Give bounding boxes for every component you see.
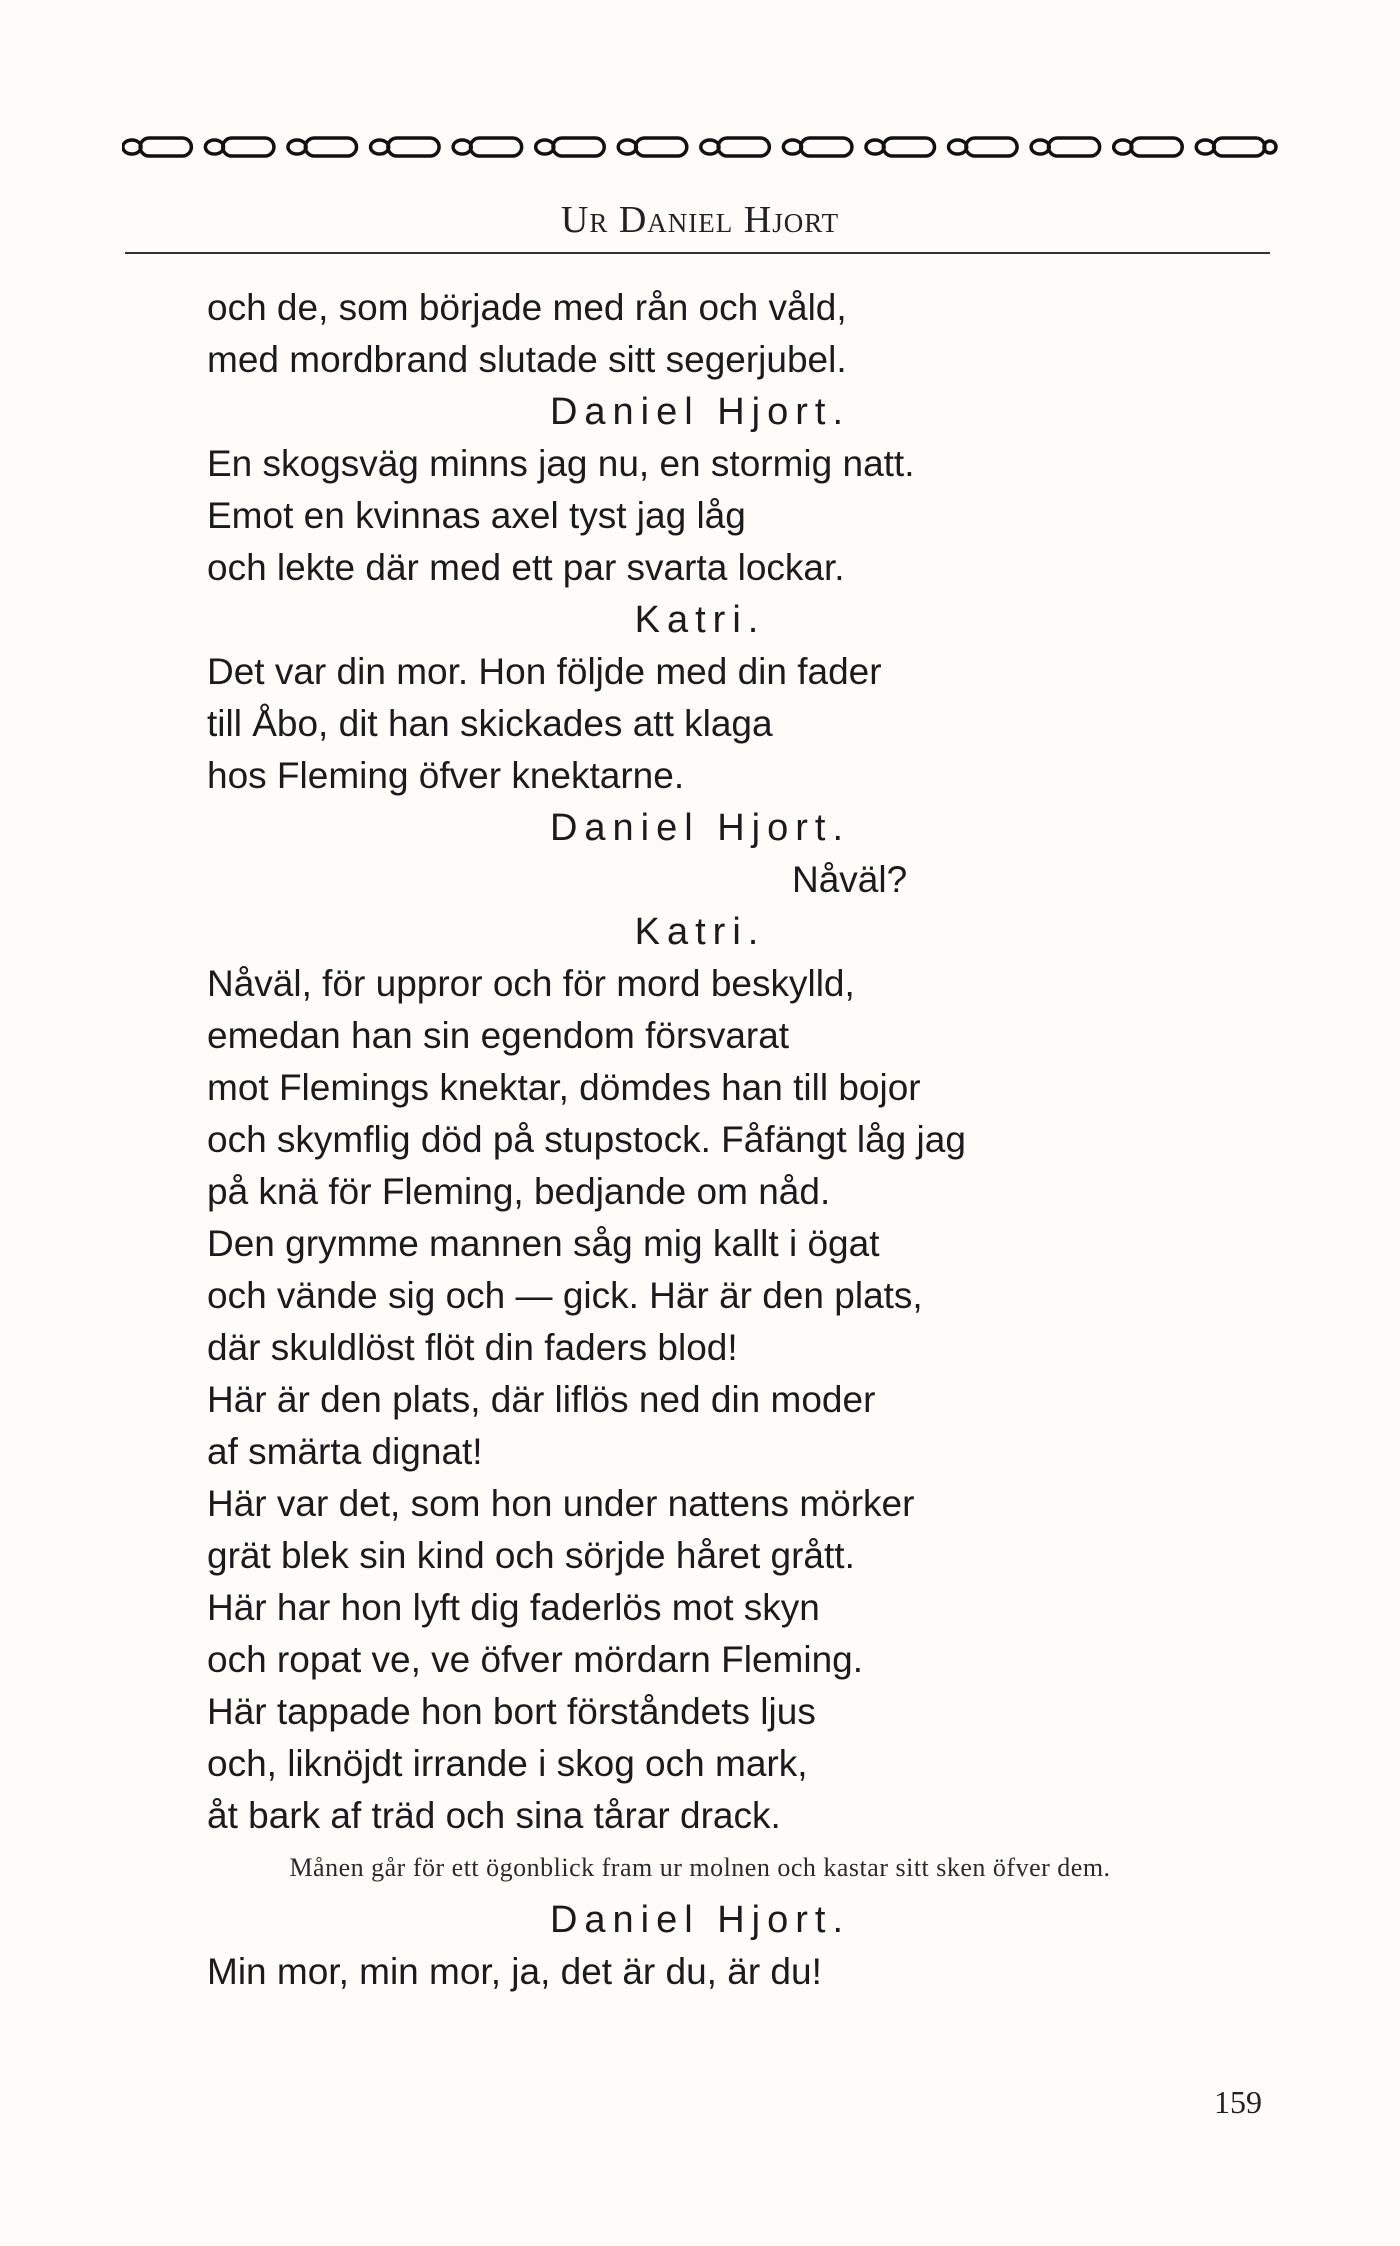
verse-line: Det var din mor. Hon följde med din fader bbox=[207, 651, 882, 692]
verse-line: åt bark af träd och sina tårar drack. bbox=[207, 1795, 781, 1836]
header-rule bbox=[125, 252, 1270, 254]
verse-line: mot Flemings knektar, dömdes han till bojor bbox=[207, 1067, 921, 1108]
verse-line: och ropat ve, ve öfver mördarn Fleming. bbox=[207, 1639, 864, 1680]
verse-line: Här har hon lyft dig faderlös mot skyn bbox=[207, 1587, 820, 1628]
verse-half-line: Nåväl? bbox=[792, 859, 908, 900]
verse-line: och lekte där med ett par svarta lockar. bbox=[207, 547, 845, 588]
page-number: 159 bbox=[1214, 2084, 1262, 2120]
verse-line: Här tappade hon bort förståndets ljus bbox=[207, 1691, 816, 1732]
verse-line: af smärta dignat! bbox=[207, 1431, 483, 1472]
verse-line: Här var det, som hon under nattens mörker bbox=[207, 1483, 915, 1524]
verse-line: Nåväl, för uppror och för mord beskylld, bbox=[207, 963, 855, 1004]
verse-line: En skogsväg minns jag nu, en stormig natt. bbox=[207, 443, 915, 484]
verse-line: där skuldlöst flöt din faders blod! bbox=[207, 1327, 738, 1368]
speaker-name: Katri. bbox=[634, 911, 766, 953]
verse-line: Den grymme mannen såg mig kallt i ögat bbox=[207, 1223, 880, 1264]
speaker-name: Daniel Hjort. bbox=[549, 1899, 851, 1941]
verse-line: Här är den plats, där liflös ned din moder bbox=[207, 1379, 876, 1420]
verse-line: emedan han sin egendom försvarat bbox=[207, 1015, 790, 1056]
verse-line: med mordbrand slutade sitt segerjubel. bbox=[207, 339, 847, 380]
verse-line: på knä för Fleming, bedjande om nåd. bbox=[207, 1171, 831, 1212]
speaker-name: Daniel Hjort. bbox=[549, 391, 851, 433]
verse-line: grät blek sin kind och sörjde håret grått. bbox=[207, 1535, 855, 1576]
verse-line: och de, som började med rån och våld, bbox=[207, 287, 847, 328]
verse-line: Min mor, min mor, ja, det är du, är du! bbox=[207, 1951, 822, 1992]
verse-line: Emot en kvinnas axel tyst jag låg bbox=[207, 495, 746, 536]
verse-line: och vände sig och — gick. Här är den plats, bbox=[207, 1275, 923, 1316]
verse-line: och skymflig död på stupstock. Fåfängt låg jag bbox=[207, 1119, 966, 1160]
verse-line: hos Fleming öfver knektarne. bbox=[207, 755, 685, 796]
verse-line: till Åbo, dit han skickades att klaga bbox=[207, 703, 773, 744]
chain-ornament bbox=[122, 130, 1278, 164]
running-title: Ur Daniel Hjort bbox=[560, 199, 840, 241]
verse-line: och, liknöjdt irrande i skog och mark, bbox=[207, 1743, 808, 1784]
stage-direction: Månen går för ett ögonblick fram ur molnen och kastar sitt sken öfver dem. bbox=[289, 1853, 1111, 1882]
speaker-name: Katri. bbox=[634, 599, 766, 641]
poem-body bbox=[0, 282, 1400, 1998]
speaker-name: Daniel Hjort. bbox=[549, 807, 851, 849]
